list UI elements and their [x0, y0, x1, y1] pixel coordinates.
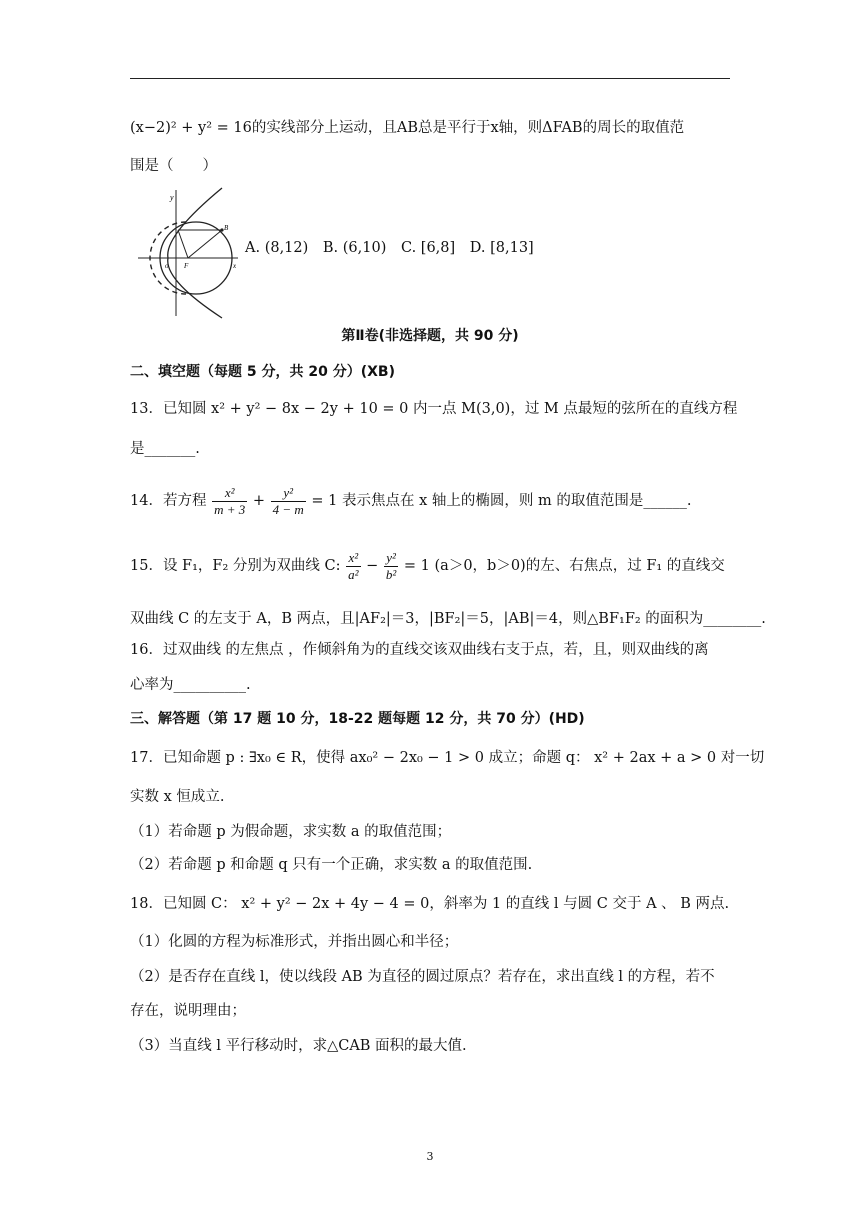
q15-frac2-den: b² [385, 566, 397, 582]
q14-frac2-den: 4 − m [272, 501, 304, 517]
q12-options [245, 240, 544, 256]
q14-plus: + [252, 493, 265, 509]
q17-line1: 17．已知命题 p : ∃x₀ ∈ R，使得 ax₀² − 2x₀ − 1 > 0 成立；命题 q： x² + 2ax + a > 0 对一切 [130, 750, 765, 766]
q15-suffix: = 1 (a＞0，b＞0)的左、右焦点，过 F₁ 的直线交 [403, 558, 725, 574]
label-x: x [233, 262, 237, 270]
q14-frac1-den: m + 3 [214, 501, 246, 517]
q15-frac1-den: a² [348, 566, 359, 582]
page-number: 3 [426, 1150, 434, 1163]
q15-frac2-num: y² [384, 550, 398, 567]
option-b[interactable]: B. (6,10) [322, 240, 387, 256]
q14-frac2-num: y² [271, 485, 306, 502]
label-o: o [165, 262, 169, 270]
part2-title: 第Ⅱ卷(非选择题，共 90 分) [341, 328, 519, 344]
segment-bf [188, 230, 222, 258]
q18-line1: 18．已知圆 C： x² + y² − 2x + 4y − 4 = 0，斜率为 1 的直线 l 与圆 C 交于 A 、 B 两点. [130, 896, 730, 912]
label-f: F [184, 262, 189, 270]
option-d[interactable]: D. [8,13] [469, 240, 534, 256]
q15-line2: 双曲线 C 的左支于 A，B 两点，且|AF₂|＝3，|BF₂|＝5，|AB|＝4，则△BF₁F₂ 的面积为________. [130, 611, 766, 627]
q17-line2: 实数 x 恒成立. [130, 789, 225, 805]
option-a[interactable]: A. (8,12) [245, 240, 309, 256]
q18-sub1: （1）化圆的方程为标准形式，并指出圆心和半径； [130, 934, 459, 950]
segment-af [178, 230, 188, 258]
q18-sub2-line2: 存在，说明理由； [130, 1003, 246, 1019]
q15-prefix: 15．设 F₁，F₂ 分别为双曲线 C: [130, 558, 341, 574]
q15-fraction-2 [384, 550, 398, 583]
q14-suffix: = 1 表示焦点在 x 轴上的椭圆，则 m 的取值范围是______. [311, 493, 692, 509]
q12-line2: 围是（ ） [130, 158, 217, 174]
q13-line1: 13．已知圆 x² + y² − 8x − 2y + 10 = 0 内一点 M(3,0)，过 M 点最短的弦所在的直线方程 [130, 401, 738, 417]
q17-sub1: （1）若命题 p 为假命题，求实数 a 的取值范围； [130, 824, 452, 840]
q14-fraction-1 [212, 485, 247, 518]
q14-frac1-num: x² [212, 485, 247, 502]
header-rule [130, 78, 730, 79]
q13-line2: 是_______. [130, 441, 200, 457]
q18-sub2-line1: （2）是否存在直线 l，使以线段 AB 为直径的圆过原点？若存在，求出直线 l 的方程，若不 [130, 969, 715, 985]
section3-title: 三、解答题（第 17 题 10 分，18-22 题每题 12 分，共 70 分）(HD) [130, 711, 585, 727]
q15-line1 [130, 543, 730, 589]
q14-prefix: 14．若方程 [130, 493, 207, 509]
q18-sub3: （3）当直线 l 平行移动时，求△CAB 面积的最大值. [130, 1038, 467, 1054]
option-c[interactable]: C. [6,8] [401, 240, 456, 256]
label-y: y [170, 193, 174, 202]
label-b: B [224, 224, 229, 232]
q15-fraction-1 [346, 550, 360, 583]
q15-minus: − [366, 558, 379, 574]
section2-title: 二、填空题（每题 5 分，共 20 分）(XB) [130, 364, 395, 380]
q14-line [130, 478, 730, 524]
q14-fraction-2 [271, 485, 306, 518]
q17-sub2: （2）若命题 p 和命题 q 只有一个正确，求实数 a 的取值范围. [130, 857, 533, 873]
q12-line1: (x−2)² + y² = 16的实线部分上运动，且AB总是平行于x轴，则ΔFAB的周长的取值范 [130, 120, 685, 136]
q12-figure [134, 186, 242, 320]
q15-frac1-num: x² [346, 550, 360, 567]
q16-line1: 16．过双曲线 的左焦点 ，作倾斜角为的直线交该双曲线右支于点，若，且，则双曲线的离 [130, 642, 709, 658]
q16-line2: 心率为__________. [130, 677, 251, 693]
